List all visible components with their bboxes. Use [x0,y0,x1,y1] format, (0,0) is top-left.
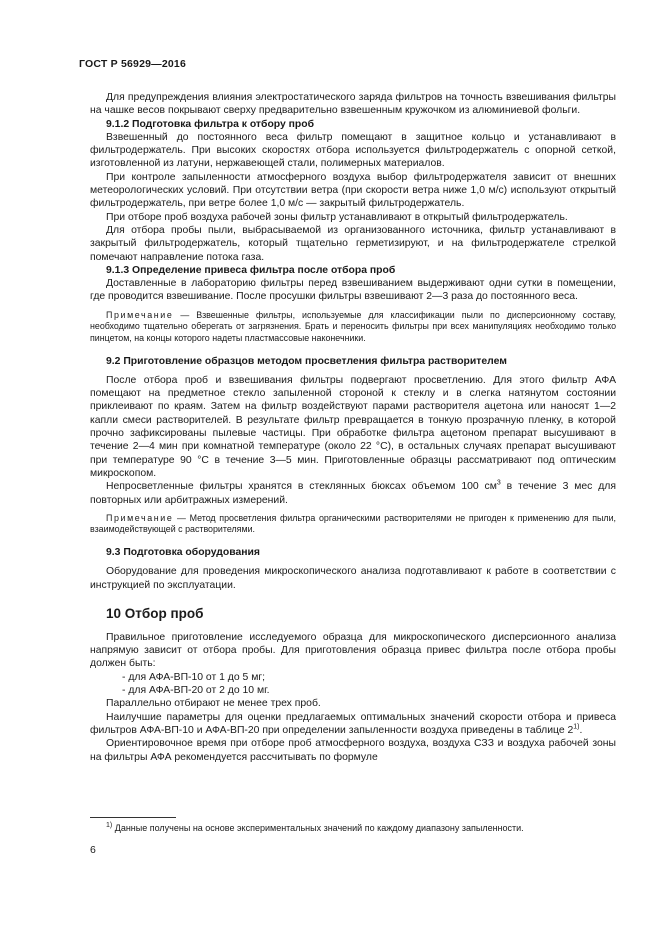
footnote [90,822,616,834]
footnote-marker: 1) [106,822,113,829]
heading-9-1-2: 9.1.2 Подготовка фильтра к отбору проб [106,118,315,130]
paragraph: Правильное приготовление исследуемого образца для микроскопического дисперсионного анализа напрямую зависит от отбора пробы. Для приготовления образца привес фильтра после отбора пробы должен быть: [90,631,616,670]
standard-header: ГОСТ Р 56929—2016 [79,58,187,70]
note-text: — Метод просветления фильтра органическими растворителями не пригоден к применению для пыли, взаимодействующей с растворителями. [90,512,616,535]
list-item: - для АФА-ВП-20 от 2 до 10 мг. [122,685,270,697]
footnote-divider [90,817,176,818]
page-content [90,91,616,764]
paragraph: Ориентировочное время при отборе проб атмосферного воздуха, воздуха СЗЗ и воздуха рабочей зоны на фильтры АФА рекомендуется рассчитывать по формуле [90,738,616,763]
paragraph: Для отбора пробы пыли, выбрасываемой из организованного источника, фильтр устанавливают в закрытый фильтродержатель, который тщательно герметизируют, и на фильтродержателе стрелкой помечают направление потока газа. [90,224,616,263]
paragraph: Непросветленные фильтры хранятся в стеклянных бюксах объемом 100 $см^3$ в течение 3 мес для повторных или арбитражных измерений. [90,479,616,506]
heading-9-3: 9.3 Подготовка оборудования [106,546,260,558]
paragraph: Оборудование для проведения микроскопического анализа подготавливают к работе в соответствии с инструкцией по эксплуатации. [90,566,616,591]
heading-9-1-3: 9.1.3 Определение привеса фильтра после отбора проб [106,264,396,276]
page-number: 6 [90,844,96,856]
note-2 [90,513,616,536]
paragraph: После отбора проб и взвешивания фильтры подвергают просветлению. Для этого фильтр АФА помещают на предметное стекло запыленной стороной к стеклу и в слегка натянутом состоянии приклеивают по краям. Затем на фильтр воздействуют парами растворителя ацетона или наносят 1—2 капли смеси растворителей. В результате фильтр превращается в тонкую прозрачную пленку, в которой прочно зафиксированы пылевые частицы. При обработке фильтра ацетоном препарат высушивают в течение 2—4 мин при комнатной температуре (около 22 °C), в остальных случаях препарат высушивают при температуре 90 °C в течение 3—5 мин. Приготовленные образцы рассматривают под оптическим микроскопом. [90,374,616,479]
footnote-text: Данные получены на основе экспериментальных значений по каждому диапазону запыленности. [112,823,524,833]
paragraph: Наилучшие параметры для оценки предлагаемых оптимальных значений скорости отбора и привеса фильтров АФА-ВП-10 и АФА-ВП-20 при определении запыленности воздуха приведены в таблице 2$^{1)}$. [90,711,616,736]
list-item: - для АФА-ВП-10 от 1 до 5 мг; [122,671,266,683]
heading-9-2: 9.2 Приготовление образцов методом просветления фильтра растворителем [106,355,507,367]
paragraph: При контроле запыленности атмосферного воздуха выбор фильтродержателя зависит от внешних метеорологических условий. При отсутствии ветра (при скорости ветра ниже 1,0 м/с) используют открытый фильтродержатель, при ветре более 1,0 м/с — закрытый фильтродержатель. [90,171,616,210]
paragraph: При отборе проб воздуха рабочей зоны фильтр устанавливают в открытый фильтродержатель. [106,211,568,223]
paragraph: Доставленные в лабораторию фильтры перед взвешиванием выдерживают одни сутки в помещении, где проводится взвешивание. После просушки фильтры взвешивают 2—3 раза до постоянного веса. [90,278,616,303]
paragraph: Параллельно отбирают не менее трех проб. [106,698,321,710]
footnote-reference: 1) [573,723,580,731]
note-label: Примечание [106,512,174,523]
note-label: Примечание [106,309,174,320]
paragraph: Взвешенный до постоянного веса фильтр помещают в защитное кольцо и устанавливают в фильтродержатель. При высоких скоростях отбора используется фильтродержатель с опорной сеткой, изготовленной из латуни, нержавеющей стали, полимерных материалов. [90,131,616,170]
superscript: 3 [496,479,501,487]
paragraph-intro: Для предупреждения влияния электростатического заряда фильтров на точность взвешивания фильтры на чашке весов покрывают сверху предварительно взвешенным кружочком из алюминиевой фольги. [90,92,616,117]
note-text: — Взвешенные фильтры, используемые для классификации пыли по дисперсионному составу, необходимо тщательно оберегать от загрязнения. Брать и переносить фильтры при всех манипуляциях необходимо только пинцетом, на концы которого надеты пластмассовые наконечники. [90,309,616,343]
note-1 [90,310,616,345]
heading-10: 10 Отбор проб [106,605,204,621]
